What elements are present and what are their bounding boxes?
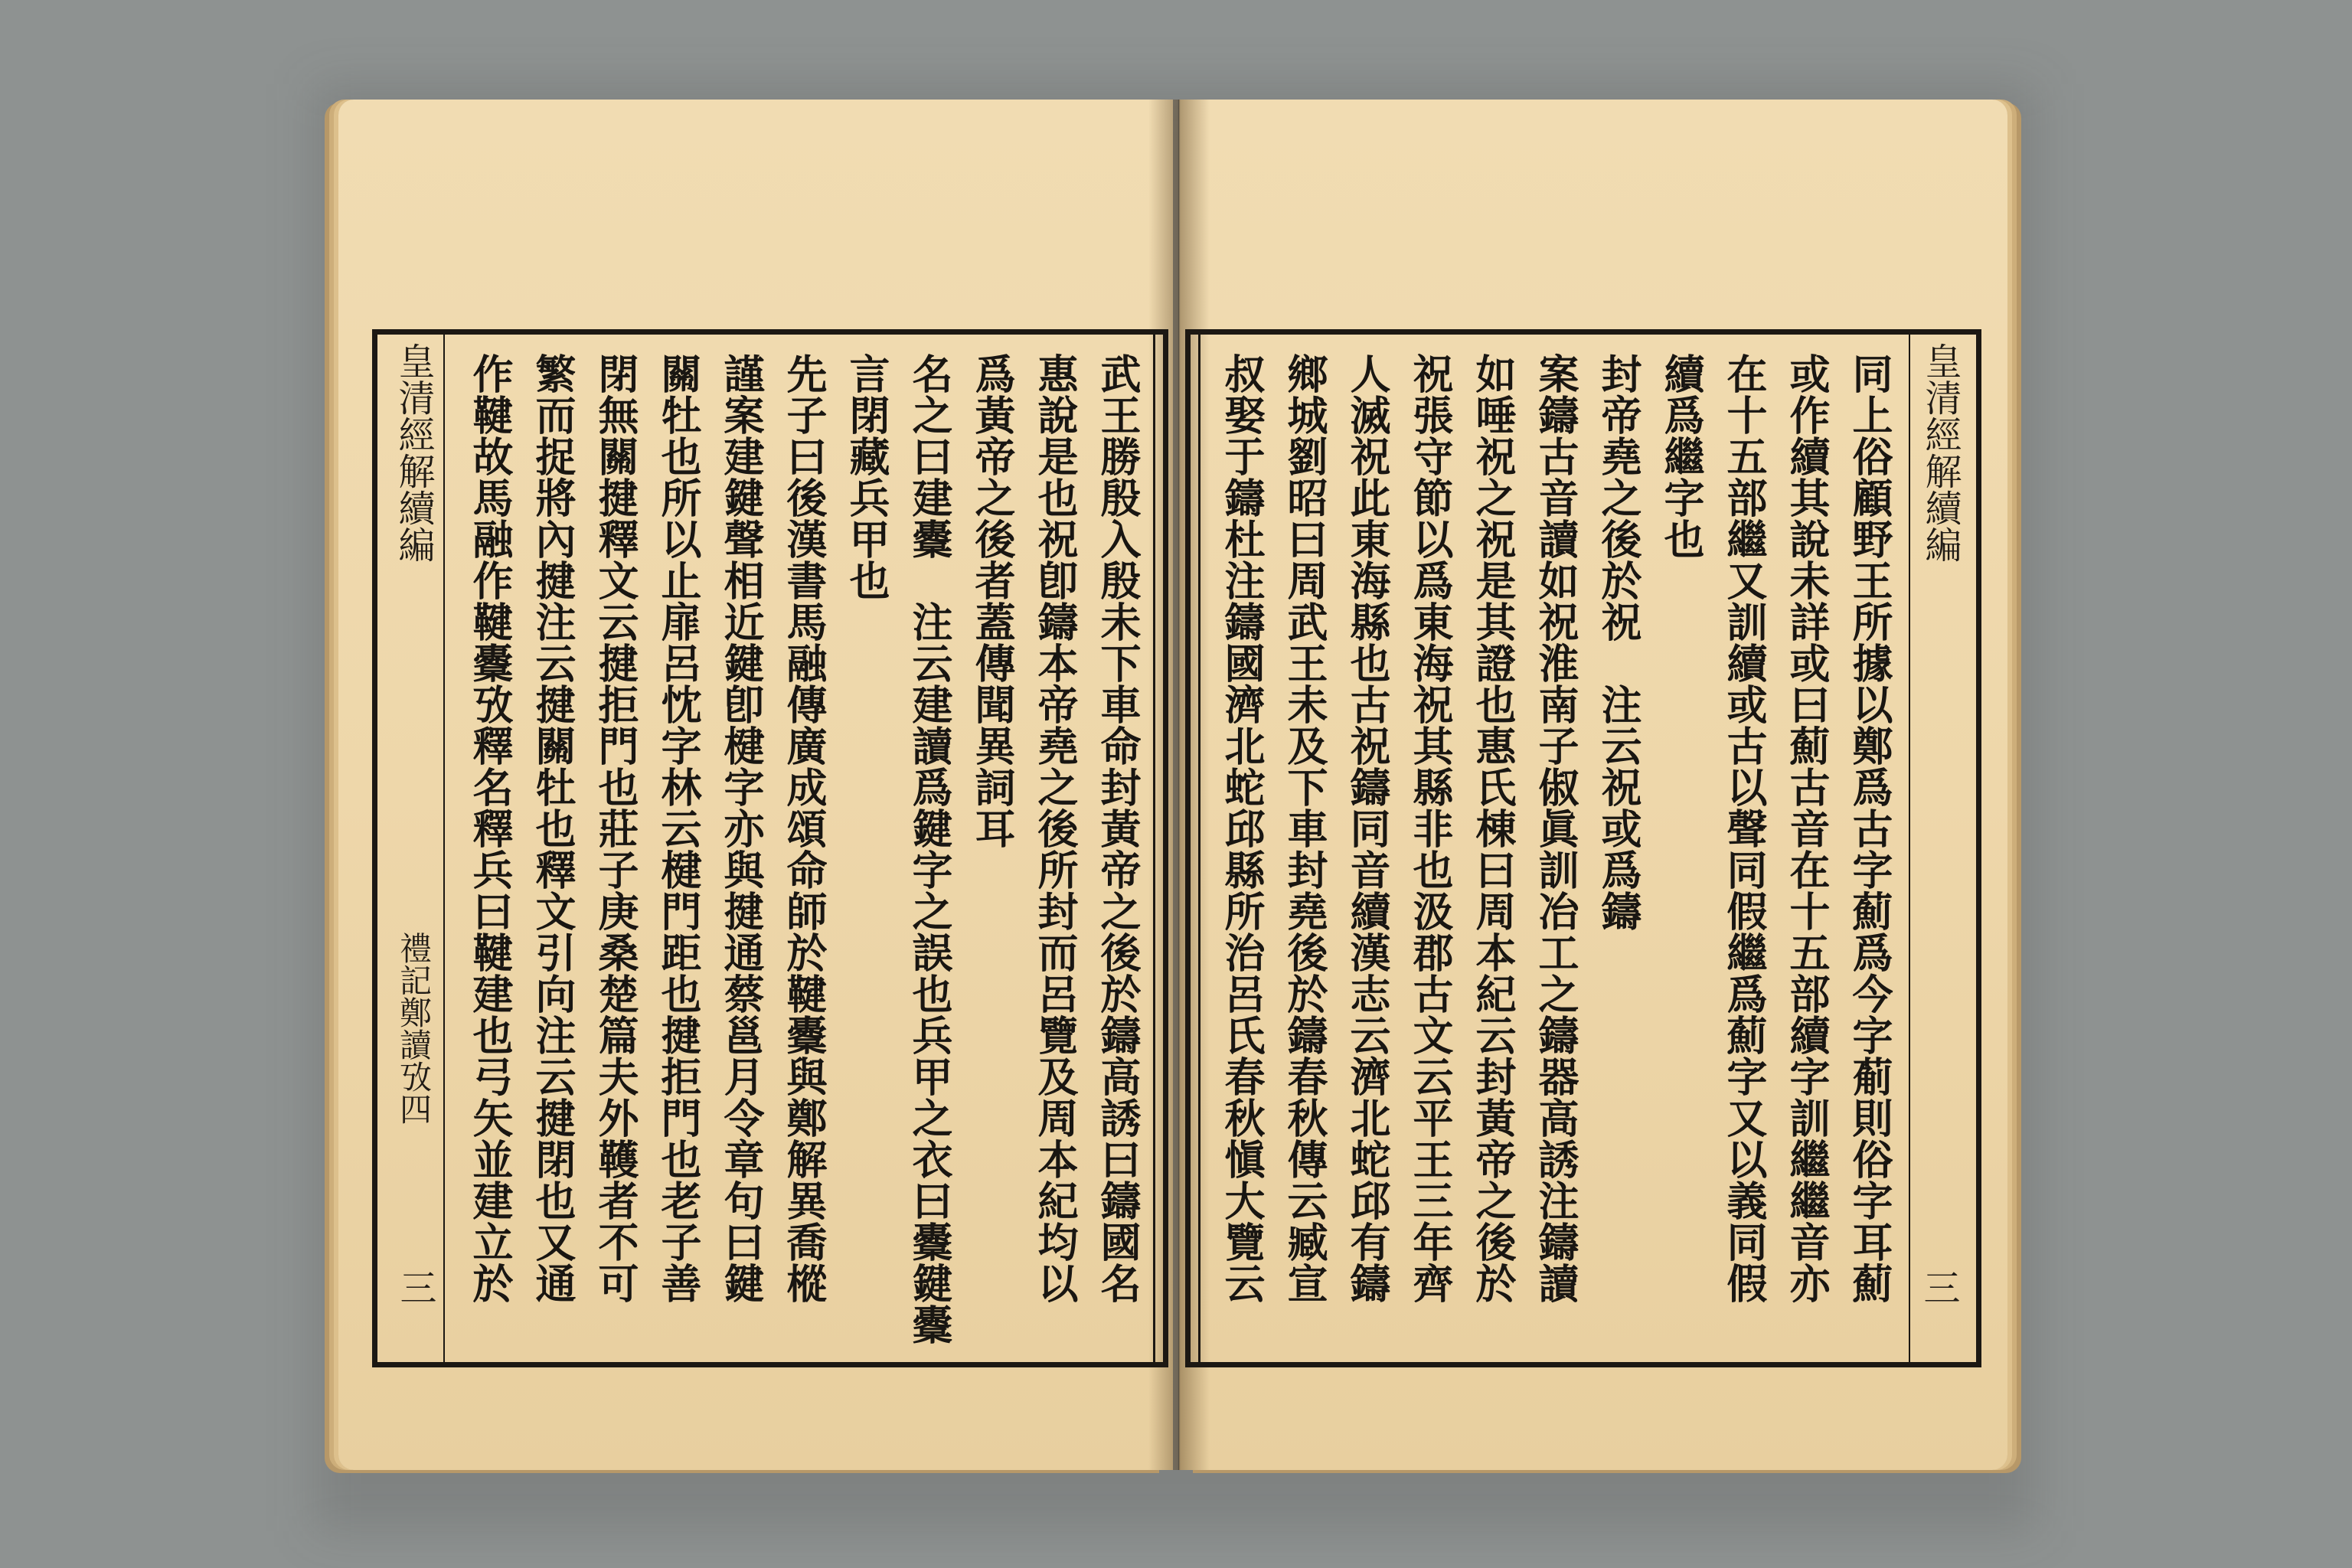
text-column: 祝張守節以爲東海祝其縣非也汲郡古文云平王三年齊 (1406, 353, 1454, 1304)
text-column: 繁而捉將內揵注云揵關牡也釋文引向注云揵閉也又通 (529, 353, 577, 1304)
margin-page-number: 三 (1917, 1269, 1960, 1305)
text-column: 案鑄古音讀如祝淮南子俶眞訓冶工之鑄器高誘注鑄讀 (1532, 353, 1579, 1304)
text-column: 先子曰後漢書馬融傳廣成頌命師於鞬櫜與鄭解異喬樅 (780, 353, 828, 1304)
margin-page-number: 三 (394, 1269, 436, 1305)
margin-rule (443, 335, 445, 1362)
text-column: 作鞬故馬融作鞬櫜攷釋名釋兵曰鞬建也弓矢並建立於 (466, 353, 514, 1304)
text-column: 關牡也所以止扉呂忱字林云楗門距也揵拒門也老子善 (655, 353, 702, 1304)
text-column: 謹案建鍵聲相近鍵卽楗字亦與揵通蔡邕月令章句曰鍵 (717, 353, 765, 1304)
frame-inner-rule (1198, 335, 1200, 1362)
text-column: 武王勝殷入殷未下車命封黃帝之後於鑄高誘曰鑄國名 (1094, 353, 1142, 1304)
margin-book-title: 皇清經解續編 (1919, 342, 1962, 563)
text-column: 叔娶于鑄杜注鑄國濟北蛇邱縣所治呂氏春秋愼大覽云 (1218, 353, 1266, 1304)
left-text-frame (372, 329, 1168, 1367)
text-column: 在十五部繼又訓續或古以聲同假繼爲薊字又以義同假 (1720, 353, 1768, 1304)
text-column: 人滅祝此東海縣也古祝鑄同音續漢志云濟北蛇邱有鑄 (1344, 353, 1391, 1304)
text-column: 爲黃帝之後者蓋傳聞異詞耳 (969, 353, 1016, 849)
text-column: 同上俗顧野王所據以鄭爲古字薊爲今字葪則俗字耳薊 (1846, 353, 1893, 1304)
text-column: 續爲繼字也 (1658, 353, 1705, 560)
margin-book-title: 皇清經解續編 (392, 342, 435, 563)
text-column: 鄉城劉昭曰周武王未及下車封堯後於鑄春秋傳云臧宣 (1281, 353, 1328, 1304)
text-column: 言閉藏兵甲也 (843, 353, 890, 601)
margin-rule (1909, 335, 1910, 1362)
frame-inner-rule (1153, 335, 1155, 1362)
text-column: 封帝堯之後於祝 注云祝或爲鑄 (1595, 353, 1642, 932)
text-column: 閉無關揵釋文云揵拒門也莊子庚桑楚篇夫外韄者不可 (592, 353, 639, 1304)
text-column: 或作續其說未詳或曰薊古音在十五部續字訓繼繼音亦 (1783, 353, 1831, 1304)
margin-section-title: 禮記鄭讀攷四 (395, 932, 433, 1125)
text-column: 名之曰建櫜 注云建讀爲鍵字之誤也兵甲之衣曰櫜鍵櫜 (906, 353, 953, 1345)
text-column: 惠說是也祝卽鑄本帝堯之後所封而呂覽及周本紀均以 (1031, 353, 1079, 1304)
text-column: 如唾祝之祝是其證也惠氏棟曰周本紀云封黃帝之後於 (1469, 353, 1517, 1304)
right-text-frame (1185, 329, 1981, 1367)
